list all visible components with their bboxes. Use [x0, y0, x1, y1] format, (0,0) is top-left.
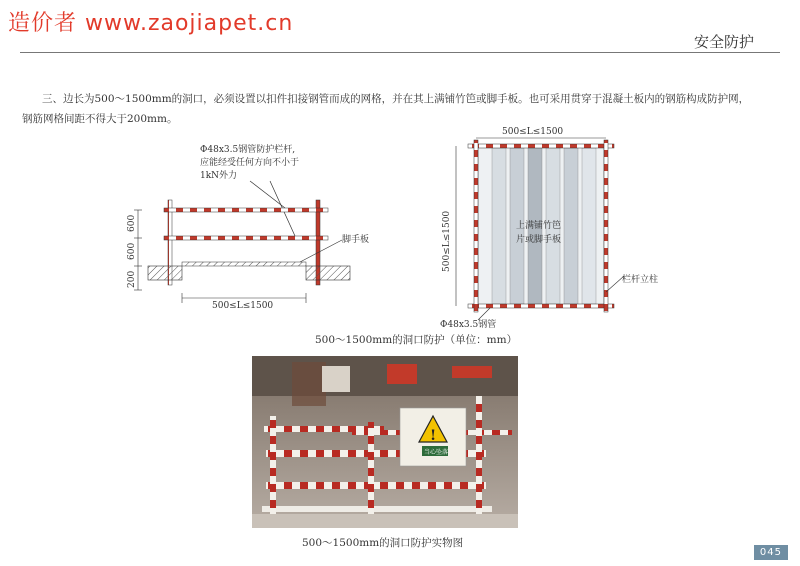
- sign-caption: 当心坠落: [424, 449, 449, 456]
- section-title: 安全防护: [693, 33, 754, 51]
- frame-right: [604, 140, 608, 312]
- photo-post-center: [368, 422, 374, 526]
- wall-notice: [322, 366, 350, 392]
- diagram-caption: 500～1500mm的洞口防护（单位：mm）: [315, 334, 518, 346]
- front-rail-middle: [266, 482, 486, 489]
- wall-sign: [452, 366, 492, 378]
- plan-side-label: 500≤L≤1500: [442, 210, 452, 272]
- dim-600-lower: 600: [127, 242, 137, 260]
- photo-caption: 500～1500mm的洞口防护实物图: [302, 537, 464, 549]
- watermark-text: 造价者 www.zaojiapet.cn: [8, 11, 294, 36]
- plan-diagram: [430, 122, 670, 332]
- frame-left: [474, 140, 478, 312]
- callout-line-2: 应能经受任何方向不小于: [200, 158, 300, 168]
- dim-200: 200: [127, 270, 137, 288]
- slab-left: [148, 266, 182, 280]
- watermark: [8, 6, 293, 37]
- scaffold-board: [182, 262, 306, 266]
- dim-600-upper: 600: [127, 214, 137, 232]
- span-label: 500≤L≤1500: [212, 301, 274, 311]
- site-photo: [252, 356, 518, 528]
- callout-line-1: Φ48x3.5钢管防护栏杆,: [200, 145, 296, 155]
- svg-text:!: !: [430, 428, 437, 444]
- top-rail: [164, 208, 328, 212]
- pipe-label: Φ48x3.5钢管: [440, 320, 497, 330]
- slab-right: [306, 266, 350, 280]
- callout-line-3: 1kN外力: [200, 171, 238, 181]
- plan-center-line-2: 片或脚手板: [516, 235, 562, 245]
- callout-leader: [250, 181, 285, 208]
- frame-bottom: [468, 304, 614, 308]
- frame-top: [468, 144, 614, 148]
- plan-top-label: 500≤L≤1500: [502, 127, 564, 137]
- front-rail-bottom: [262, 506, 492, 512]
- middle-rail: [164, 236, 328, 240]
- board-label: 脚手板: [342, 235, 370, 245]
- photo-post-left: [270, 416, 276, 526]
- plan-center-line-1: 上满铺竹笆: [516, 221, 562, 231]
- fire-box: [387, 364, 417, 384]
- page-number: 045: [754, 545, 788, 560]
- elevation-diagram: [120, 140, 380, 315]
- photo-post-right: [476, 396, 482, 526]
- header-divider: [20, 52, 780, 53]
- body-paragraph: 三、边长为500～1500mm的洞口，必须设置以扣件扣接钢管而成的网格，并在其上满铺竹笆或脚手板。也可采用贯穿于混凝土板内的钢筋构成防护网，钢筋网格间距不得大于200mm。: [22, 93, 750, 125]
- post-label: 栏杆立柱: [622, 275, 659, 285]
